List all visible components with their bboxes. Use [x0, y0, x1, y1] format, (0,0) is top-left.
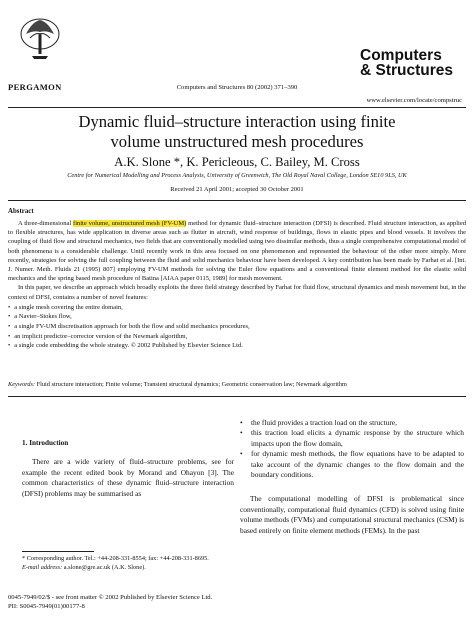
journal-title-line2: & Structures: [360, 62, 454, 79]
paper-title: [0, 112, 474, 151]
corresponding-author-note: * Corresponding author. Tel.: +44-208-331-8554; fax: +44-208-331-8695.: [22, 555, 209, 562]
list-item: • the fluid provides a traction load on the structure,: [240, 418, 464, 428]
title-line-2: volume unstructured mesh procedures: [110, 131, 364, 151]
affiliation: Centre for Numerical Modelling and Process Analysis, University of Greenwich, The Old Royal Naval College, London SE10 9LS, UK: [67, 172, 407, 179]
footnote-rule: [22, 551, 94, 552]
list-item: • a Navier–Stokes flow,: [8, 312, 466, 322]
list-item: • for dynamic mesh methods, the flow equations have to be adapted to take account of the dynamic changes to the flow domain and the boundary conditions.: [240, 449, 464, 480]
abstract-bottom-rule: [8, 396, 466, 397]
header-rule: [8, 107, 466, 108]
journal-title-line1: Computers: [360, 47, 442, 64]
abstract-paragraph-2: In this paper, we describe an approach which broadly exploits the three field strategy described by Farhat for fluid flow, structural dynamics and mesh movement but, in the context of DFSI, contains a number of novel features:: [8, 284, 466, 301]
authors: A.K. Slone *, K. Pericleous, C. Bailey, M. Cross: [114, 155, 360, 169]
issn-line: 0045-7949/02/$ - see front matter © 2002 Published by Elsevier Science Ltd.: [8, 594, 213, 601]
abstract-heading: Abstract: [8, 208, 34, 215]
list-item: • this traction load elicits a dynamic response by the structure which impacts upon the flow domain,: [240, 428, 464, 449]
highlighted-text[interactable]: finite volume, unstructured mesh (FV-UM): [73, 220, 187, 227]
section-heading-introduction: 1. Introduction: [22, 439, 69, 447]
abstract-section: [8, 208, 466, 351]
dfsi-characteristics-list: [240, 418, 464, 480]
list-item: • a single mesh covering the entire domain,: [8, 303, 466, 313]
received-dates: Received 21 April 2001; accepted 30 October 2001: [170, 186, 304, 193]
abstract-feature-list: [8, 303, 466, 351]
list-item: • a single FV-UM discretisation approach for both the flow and solid mechanics procedures,: [8, 322, 466, 332]
journal-title: [360, 48, 453, 78]
abstract-top-rule: [8, 200, 466, 201]
abstract-p1-post: method for dynamic fluid–structure interaction (DFSI) is described. Fluid structure interaction, as applied to flexible structures, has wide application in diverse areas such as flutter in aircraft, wind response of buildings, flows in elastic pipes and blood vessels. It involves the coupling of fluid flow and structural mechanics, two fields that are conventionally modelled using two dissimilar methods, thus a single comprehensive computational model of both phenomena is a considerable challenge. Until recently work in this area focused on one phenomenon and represented the behaviour of the other more simply. More recently, strategies for solving the full coupling between the fluid and solid mechanics behaviour have been developed. A key contribution has been made by Farhat et al. [Int. J. Numer. Meth. Fluids 21 (1995) 807] employing FV-UM methods for solving the Euler flow equations and a conventional finite element method for the elastic solid mechanics and the spring based mesh procedure of Batina [AIAA paper 0115, 1989] for mesh movement.: [8, 220, 467, 283]
pii-line: PII: S0045-7949(01)00177-8: [8, 603, 85, 610]
keywords: [8, 381, 466, 388]
footer: [8, 593, 212, 611]
right-paragraph: The computational modelling of DFSI is problematical since conventionally, computational fluid dynamics (CFD) is solved using finite volume methods (FVMs) and computational structural mechanics (CSM) is based entirely on finite element methods (FEMs). In the past: [240, 494, 464, 535]
body-right-column: [240, 418, 464, 536]
footnote: [22, 555, 234, 572]
email-address[interactable]: a.slone@gre.ac.uk (A.K. Slone).: [62, 563, 146, 571]
list-item: • a single code embedding the whole strategy. © 2002 Published by Elsevier Science Ltd.: [8, 341, 466, 351]
keywords-list: Fluid structure interaction; Finite volume; Transient structural dynamics; Geometric conservation law; Newmark algorithm: [35, 381, 347, 388]
publisher-name: PERGAMON: [8, 82, 62, 92]
list-item: • an implicit predictor–corrector version of the Newmark algorithm,: [8, 332, 466, 342]
intro-paragraph: There are a wide variety of fluid–structure problems, see for example the recent edited book by Morand and Ohayon [3]. The common characteristics of these dynamic fluid–structure interaction (DFSI) problems may be summarised as: [22, 457, 234, 498]
pergamon-tree-emblem-icon: [14, 12, 66, 64]
email-label: E-mail address:: [22, 563, 63, 571]
journal-citation: Computers and Structures 80 (2002) 371–390: [176, 84, 298, 91]
journal-url[interactable]: www.elsevier.com/locate/compstruc: [366, 97, 462, 104]
abstract-p1-pre: A three-dimensional: [18, 220, 74, 227]
keywords-label: Keywords:: [8, 381, 36, 388]
title-line-1: Dynamic fluid–structure interaction using finite: [78, 112, 396, 131]
abstract-paragraph-1: [8, 219, 466, 283]
email-line: [22, 564, 234, 573]
body-left-column: [22, 418, 234, 499]
